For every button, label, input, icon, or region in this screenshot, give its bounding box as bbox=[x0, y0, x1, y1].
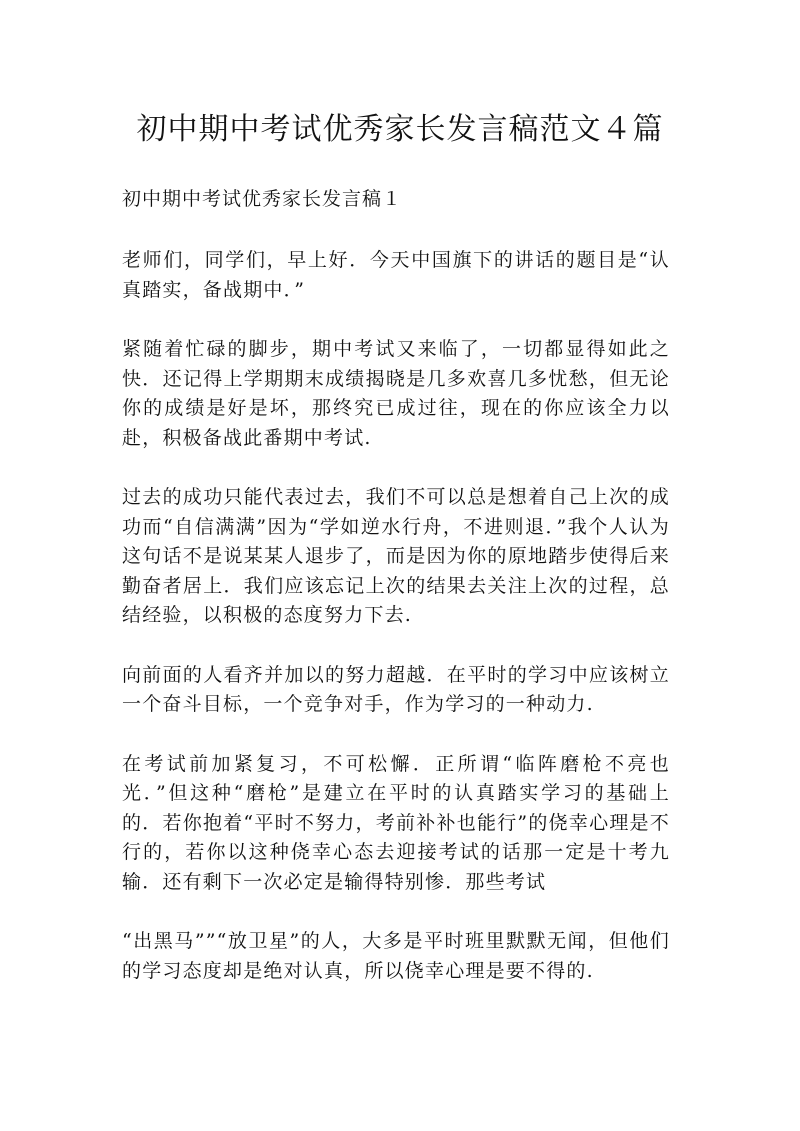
document-title: 初中期中考试优秀家长发言稿范文４篇 bbox=[136, 112, 664, 147]
paragraph-1: 老师们，同学们，早上好．今天中国旗下的讲话的题目是“认真踏实，备战期中．” bbox=[122, 249, 670, 301]
paragraph-5: 在考试前加紧复习，不可松懈．正所谓“临阵磨枪不亮也光．”但这种“磨枪”是建立在平时的认真踏实学习的基础上的．若你抱着“平时不努力，考前补补也能行”的侥幸心理是不行的，若你以这种侥幸心态去迎接考试的话那一定是十考九输．还有剩下一次必定是输得特别惨．那些考试 bbox=[122, 752, 670, 893]
paragraph-3: 过去的成功只能代表过去，我们不可以总是想着自己上次的成功而“自信满满”因为“学如逆水行舟，不进则退．”我个人认为这句话不是说某某人退步了，而是因为你的原地踏步使得后来勤奋者居上．我们应该忘记上次的结果去关注上次的过程，总结经验，以积极的态度努力下去. bbox=[122, 486, 670, 626]
paragraph-6: “出黑马””“放卫星”的人，大多是平时班里默默无闻，但他们的学习态度却是绝对认真，所以侥幸心理是要不得的. bbox=[122, 930, 670, 982]
paragraph-4: 向前面的人看齐并加以的努力超越．在平时的学习中应该树立一个奋斗目标，一个竞争对手，作为学习的一种动力. bbox=[122, 663, 670, 715]
section-heading: 初中期中考试优秀家长发言稿１ bbox=[122, 188, 403, 210]
paragraph-2: 紧随着忙碌的脚步，期中考试又来临了，一切都显得如此之快．还记得上学期期末成绩揭晓是几多欢喜几多忧愁，但无论你的成绩是好是坏，那终究已成过往，现在的你应该全力以赴，积极备战此番期中考试. bbox=[122, 338, 670, 449]
document-body bbox=[122, 182, 670, 1016]
